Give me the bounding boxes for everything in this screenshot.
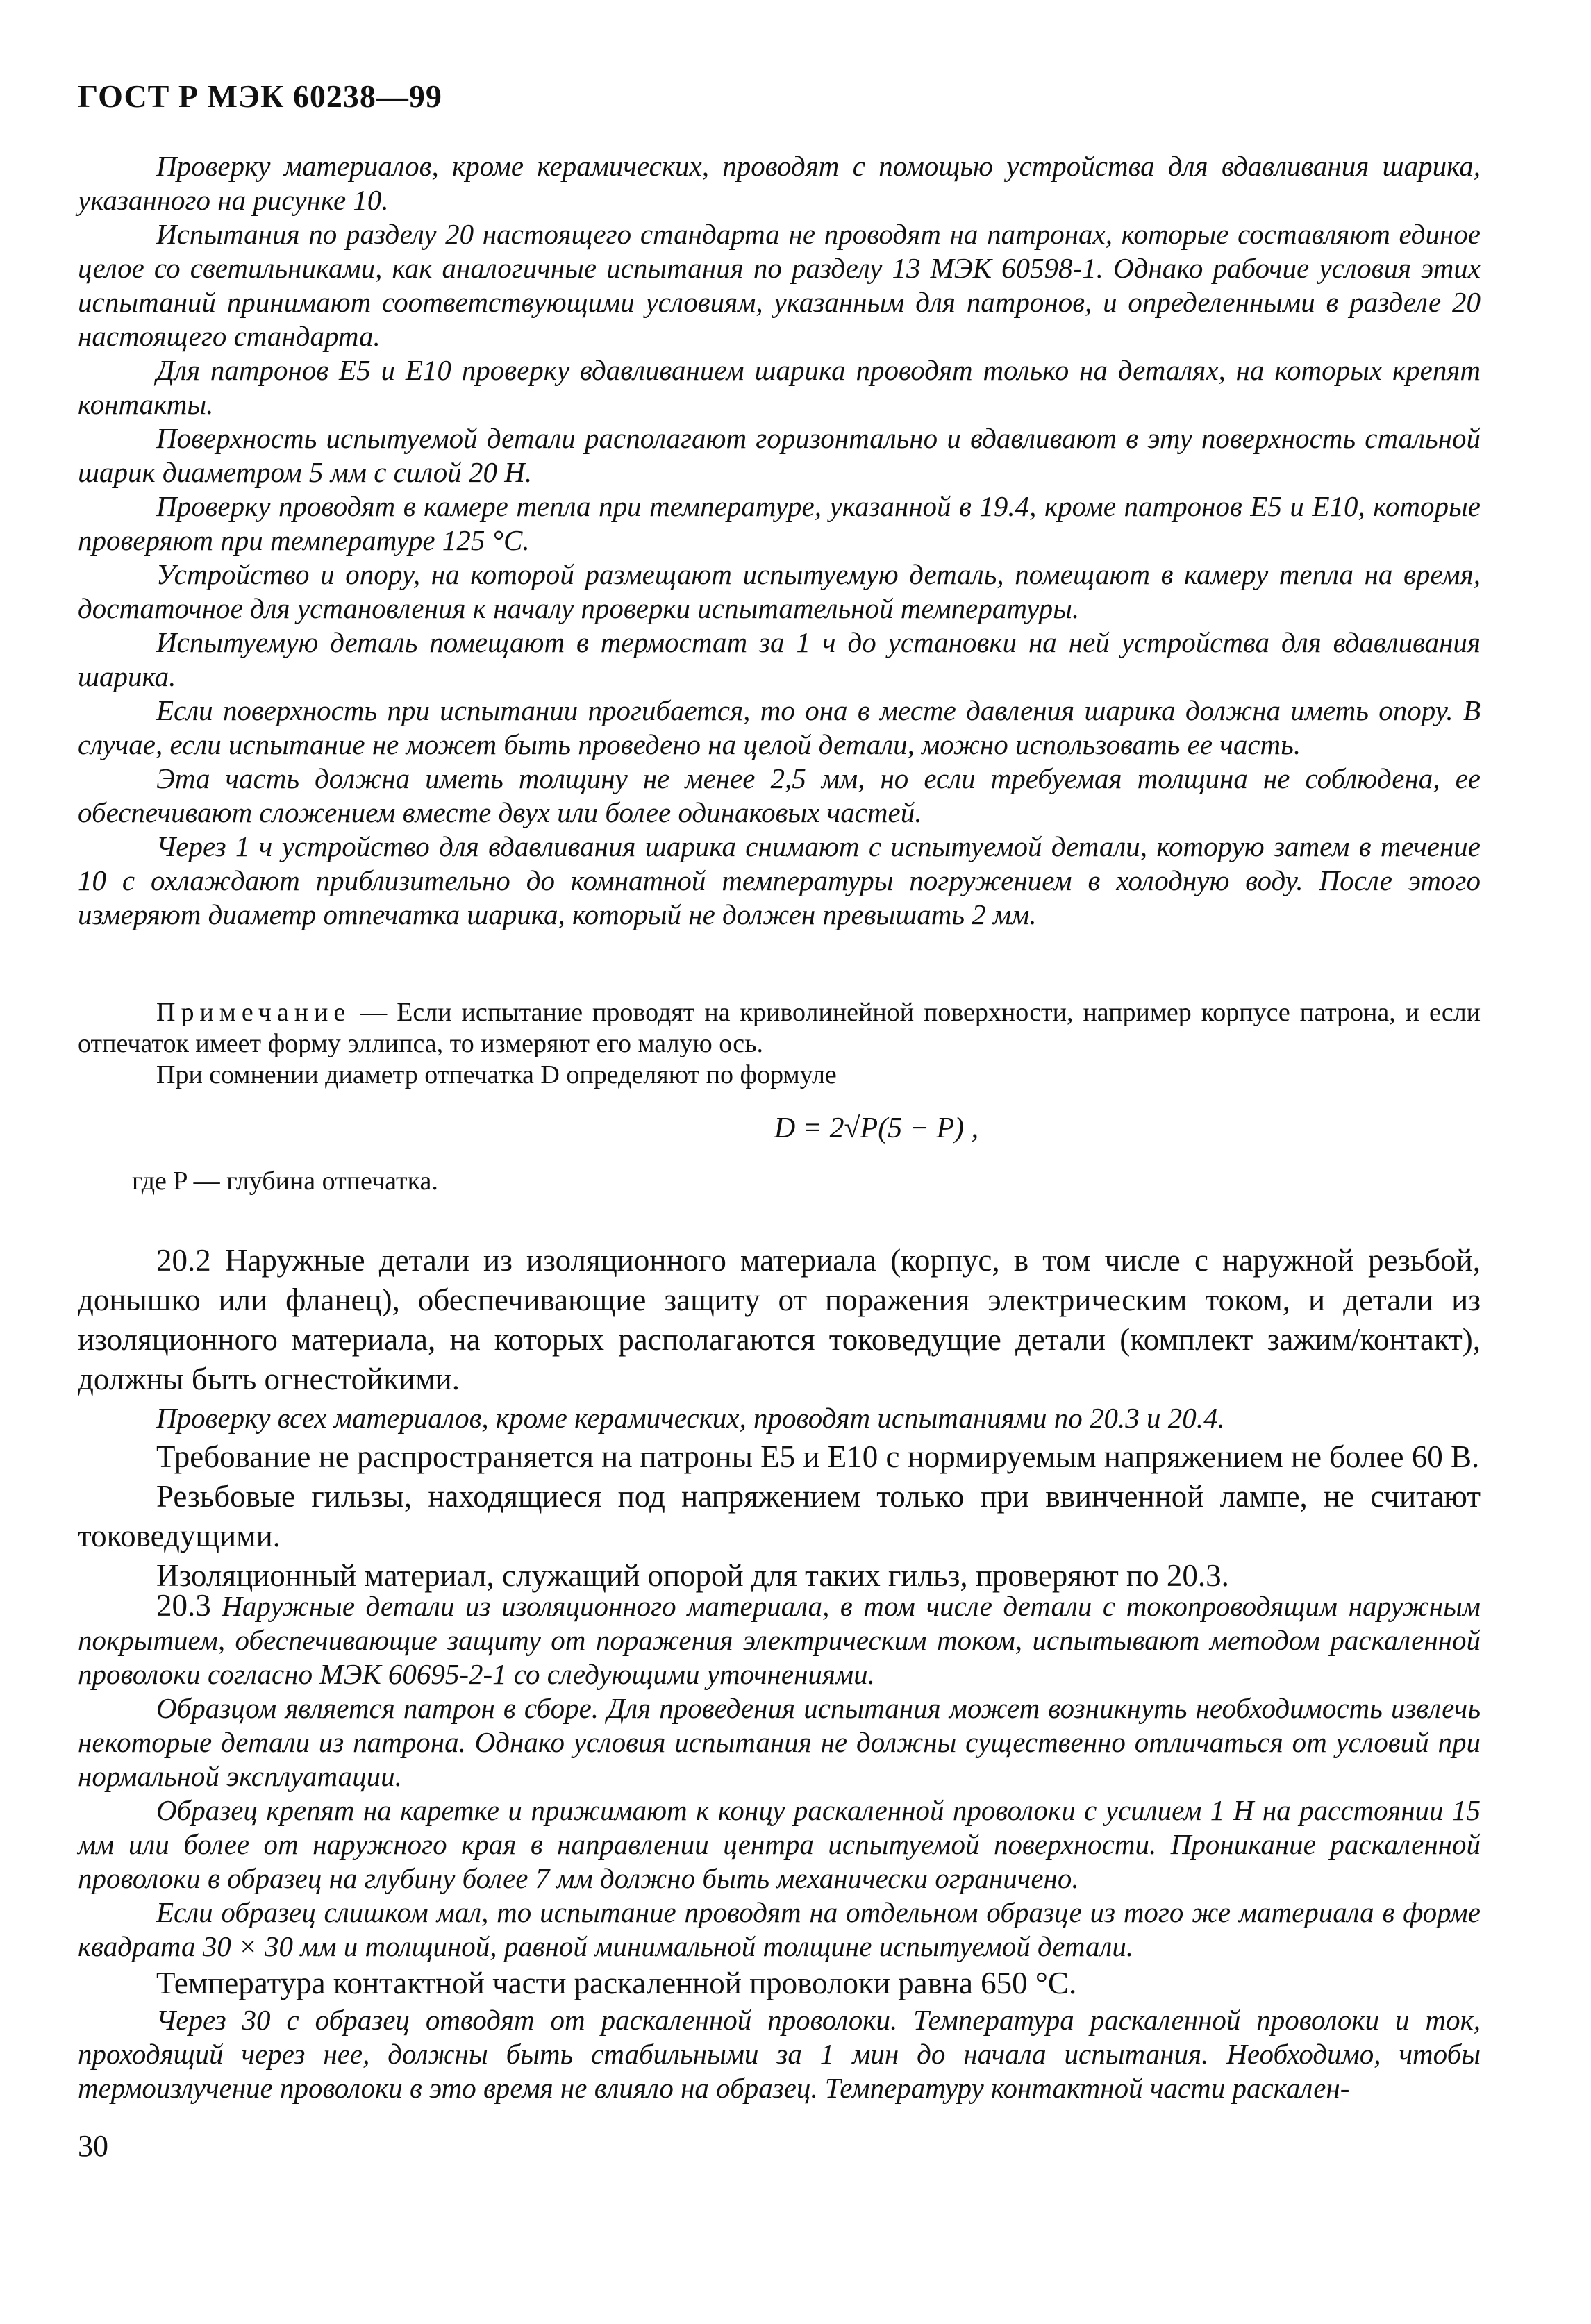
paragraph: Эта часть должна иметь толщину не менее 2,5 мм, но если требуемая толщина не соблюдена, ее обеспечивают сложением вместе двух или более одинаковых частей. xyxy=(78,762,1481,828)
note-text: — Если испытание проводят на криволинейной поверхности, например корпусе патрона, и если отпечаток имеет форму эллипса, то измеряют его малую ось. xyxy=(78,998,1481,1058)
section-ball-pressure-text xyxy=(78,149,1481,932)
clause-number: 20.3 xyxy=(156,1588,211,1623)
clause-text: Наружные детали из изоляционного материала, в том числе детали с токопроводящим наружным покрытием, обеспечивающие защиту от поражения электрическим током, испытывают методом раскаленной проволоки согласно МЭК 60695-2-1 со следующими уточнениями. xyxy=(78,1590,1481,1690)
section-20-2 xyxy=(78,1241,1481,1596)
page-number: 30 xyxy=(78,2129,108,2163)
paragraph: Через 30 с образец отводят от раскаленной проволоки. Температура раскаленной проволоки и ток, проходящий через нее, должны быть стабильными за 1 мин до начала испытания. Необходимо, чтобы термоизлучение проволоки в это время не влияло на образец. Температуру контактной части раскален- xyxy=(78,2004,1481,2104)
paragraph: Резьбовые гильзы, находящиеся под напряжением только при ввинченной лампе, не считают токоведущими. xyxy=(78,1479,1481,1553)
paragraph: Испытуемую деталь помещают в термостат за 1 ч до установки на ней устройства для вдавливания шарика. xyxy=(78,626,1481,692)
paragraph: Проверку материалов, кроме керамических, проводят с помощью устройства для вдавливания шарика, указанного на рисунке 10. xyxy=(78,150,1481,216)
formula: D = 2√P(5 − P) , xyxy=(774,1112,979,1144)
paragraph: Поверхность испытуемой детали располагают горизонтально и вдавливают в эту поверхность стальной шарик диаметром 5 мм с силой 20 Н. xyxy=(78,422,1481,488)
section-20-3 xyxy=(78,1589,1481,2105)
formula-where: где P — глубина отпечатка. xyxy=(132,1167,438,1196)
formula-intro: При сомнении диаметр отпечатка D определяют по формуле xyxy=(156,1060,837,1089)
paragraph: Требование не распространяется на патроны E5 и E10 с нормируемым напряжением не более 60 В. xyxy=(156,1439,1480,1474)
note-label: Примечание xyxy=(156,998,351,1027)
paragraph: Испытания по разделу 20 настоящего стандарта не проводят на патронах, которые составляют единое целое со светильниками, как аналогичные испытания по разделу 13 МЭК 60598-1. Однако рабочие условия этих испытаний принимают соответствующими условиям, указанным для патронов, и определенными в разделе 20 настоящего стандарта. xyxy=(78,218,1481,352)
paragraph xyxy=(78,1589,1481,1691)
paragraph: Проверку всех материалов, кроме керамических, проводят испытаниями по 20.3 и 20.4. xyxy=(156,1402,1225,1434)
paragraph: Проверку проводят в камере тепла при температуре, указанной в 19.4, кроме патронов E5 и E10, которые проверяют при температуре 125 °С. xyxy=(78,490,1481,556)
paragraph: Если образец слишком мал, то испытание проводят на отдельном образце из того же материала в форме квадрата 30 × 30 мм и толщиной, равной минимальной толщине испытуемой детали. xyxy=(78,1896,1481,1962)
paragraph: Через 1 ч устройство для вдавливания шарика снимают с испытуемой детали, которую затем в течение 10 с охлаждают приблизительно до комнатной температуры погружением в холодную воду. После этого измеряют диаметр отпечатка шарика, который не должен превышать 2 мм. xyxy=(78,830,1481,930)
note-paragraph xyxy=(78,997,1481,1060)
document-header: ГОСТ Р МЭК 60238—99 xyxy=(78,78,442,114)
paragraph: 20.2 Наружные детали из изоляционного материала (корпус, в том числе с наружной резьбой, донышко или фланец), обеспечивающие защиту от поражения электрическим током, и детали из изоляционного материала, на которых располагаются токоведущие детали (комплект зажим/контакт), должны быть огнестойкими. xyxy=(78,1243,1481,1396)
paragraph: Образцом является патрон в сборе. Для проведения испытания может возникнуть необходимость извлечь некоторые детали из патрона. Однако условия испытания не должны существенно отличаться от условий при нормальной эксплуатации. xyxy=(78,1692,1481,1792)
paragraph: Устройство и опору, на которой размещают испытуемую деталь, помещают в камеру тепла на время, достаточное для установления к началу проверки испытательной температуры. xyxy=(78,558,1481,624)
paragraph: Для патронов E5 и E10 проверку вдавливанием шарика проводят только на деталях, на которых крепят контакты. xyxy=(78,354,1481,420)
paragraph: Если поверхность при испытании прогибается, то она в месте давления шарика должна иметь опору. В случае, если испытание не может быть проведено на целой детали, можно использовать ее часть. xyxy=(78,694,1481,760)
paragraph: Изоляционный материал, служащий опорой для таких гильз, проверяют по 20.3. xyxy=(156,1558,1229,1593)
note-block xyxy=(78,997,1481,1197)
paragraph: Температура контактной части раскаленной проволоки равна 650 °С. xyxy=(156,1966,1077,2000)
paragraph: Образец крепят на каретке и прижимают к концу раскаленной проволоки с усилием 1 Н на расстоянии 15 мм или более от наружного края в направлении центра испытуемой поверхности. Проникание раскаленной проволоки в образец на глубину более 7 мм должно быть механически ограничено. xyxy=(78,1794,1481,1894)
